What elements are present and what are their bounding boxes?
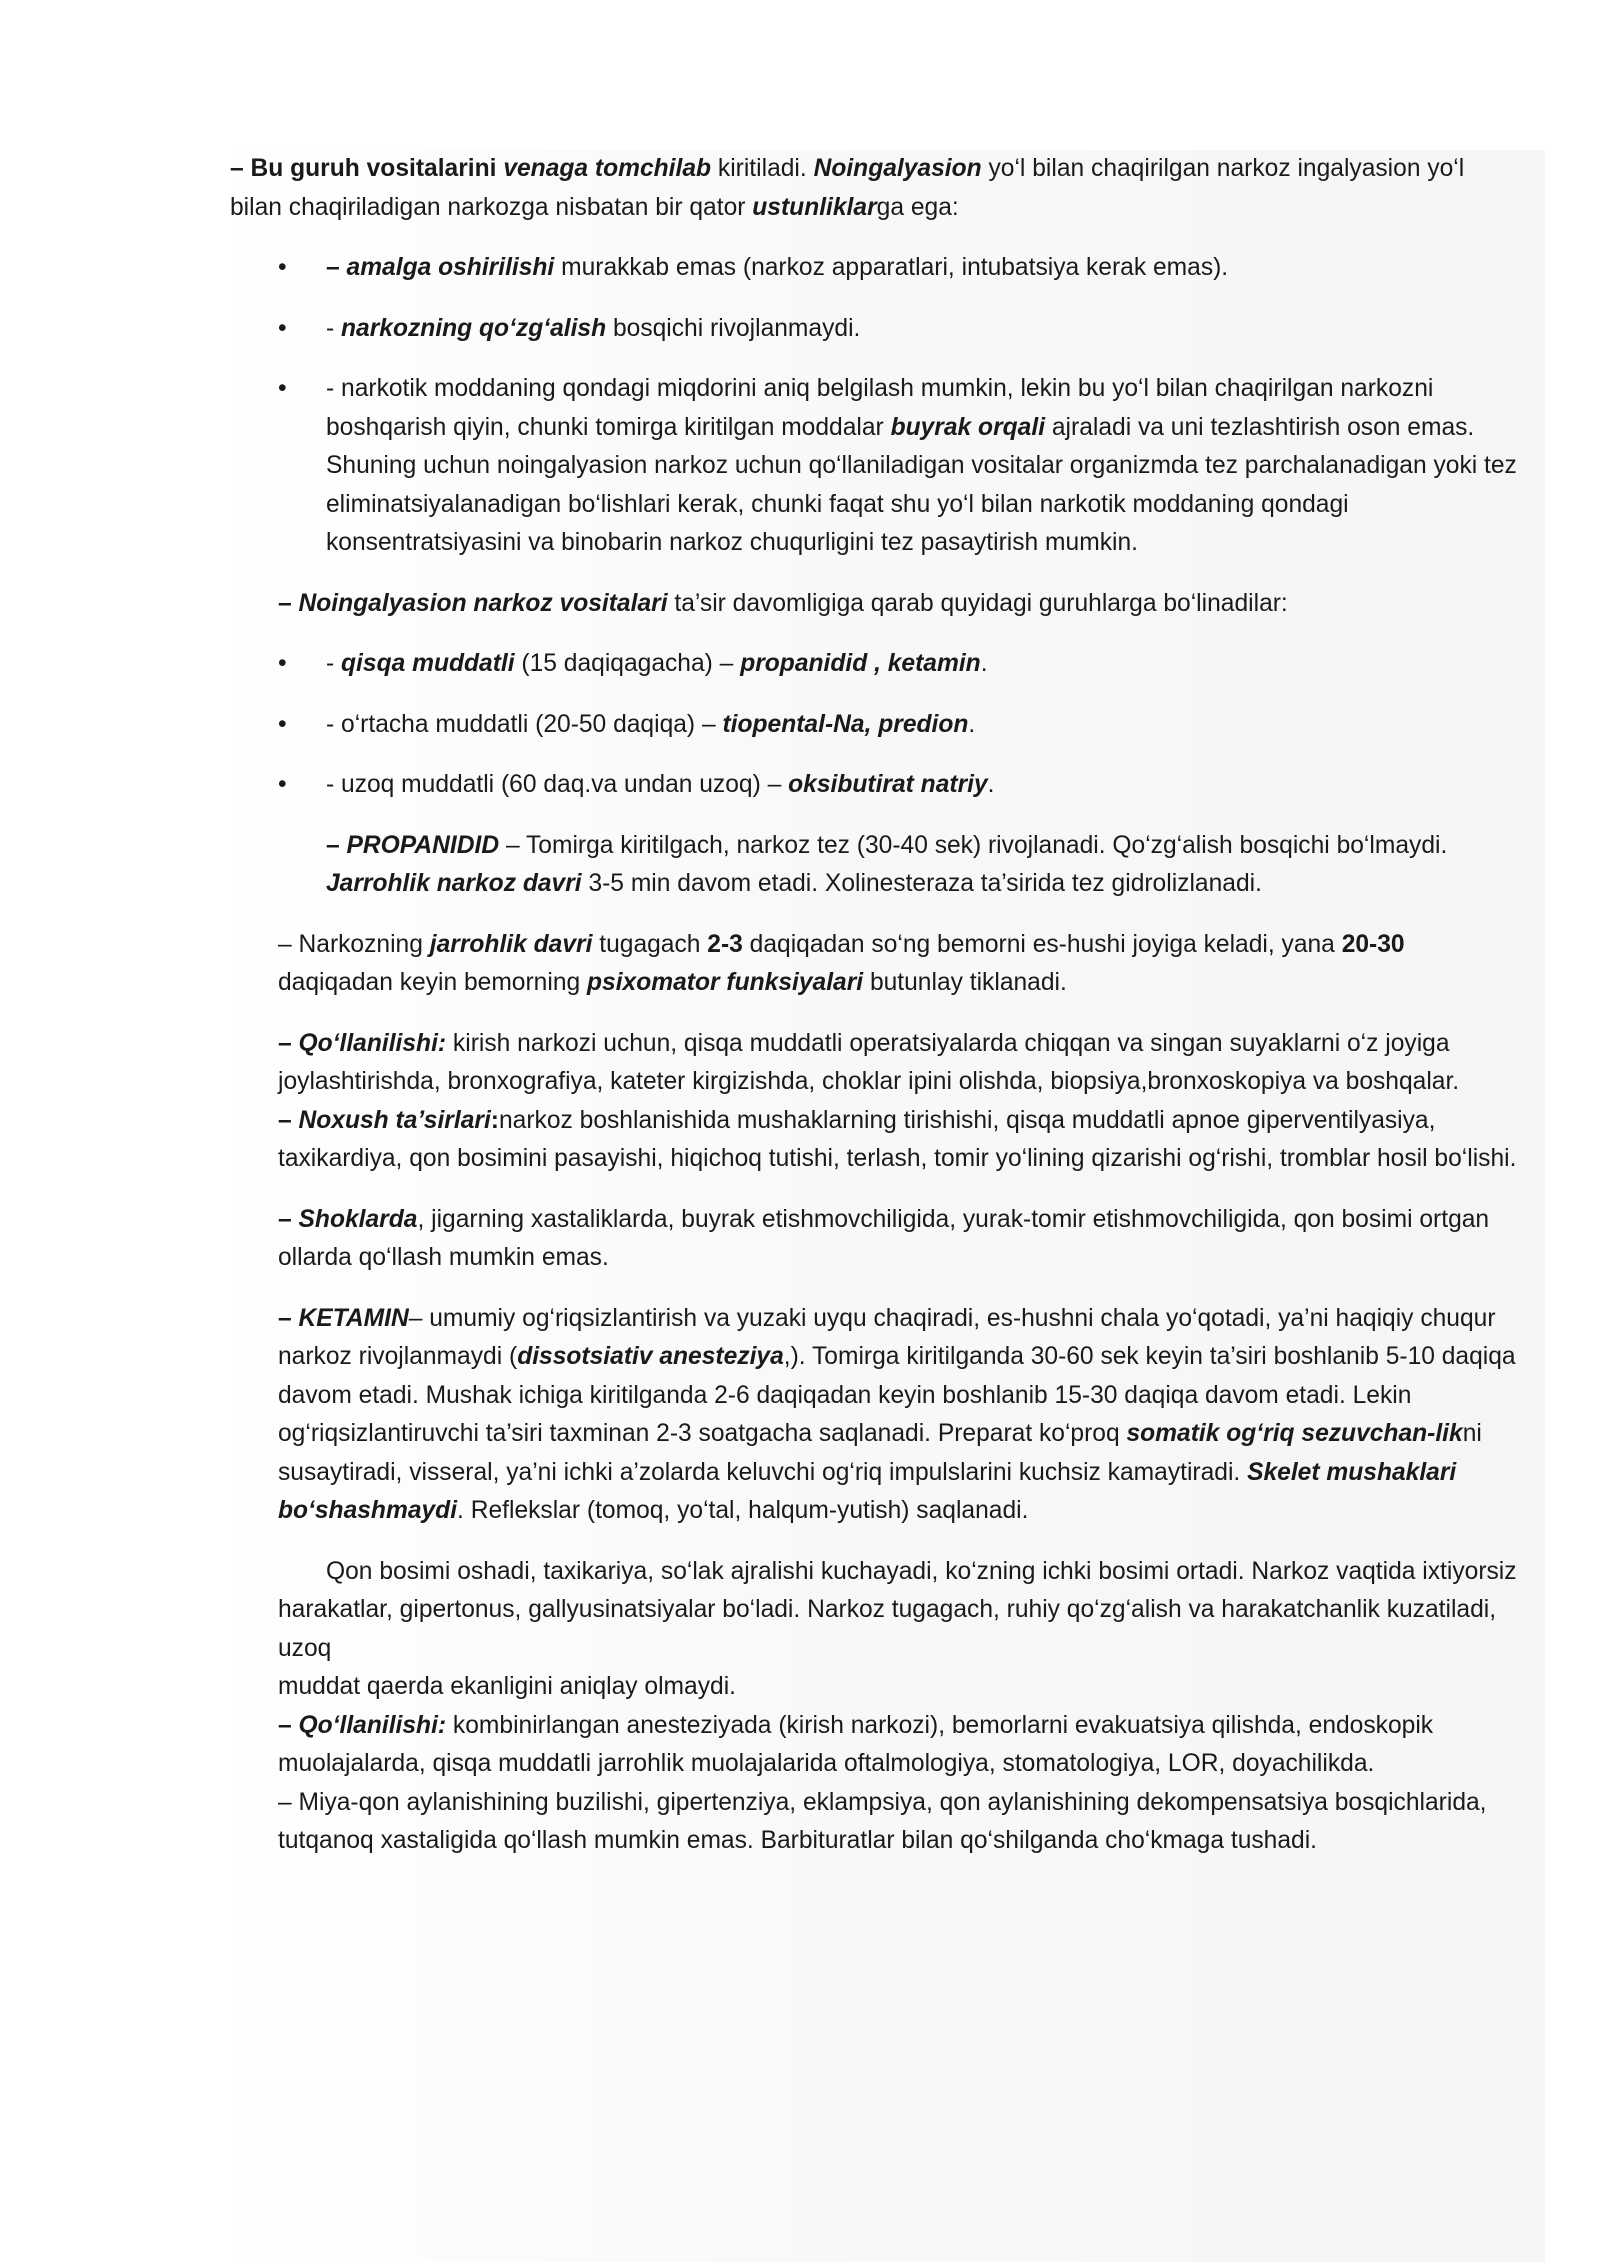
propanidid-paragraph: – PROPANIDID – Tomirga kiritilgach, narkoz tez (30-40 sek) rivojlanadi. Qo‘zg‘alish bosqichi bo‘lmaydi. Jarrohlik narkoz davri 3-5 min davom etadi. Xolinesteraza ta’sirida tez gidrolizlanadi. <box>326 831 1448 897</box>
bullet-icon: • <box>278 710 287 738</box>
bullet-icon: • <box>278 771 287 798</box>
bullet-icon: • <box>278 314 287 342</box>
bullet-icon: • <box>278 375 287 402</box>
bullet-icon: • <box>278 254 287 281</box>
intro-paragraph: – Bu guruh vositalarini venaga tomchilab kiritiladi. Noingalyasion yo‘l bilan chaqirilgan narkoz ingalyasion yo‘l bilan chaqiriladigan narkozga nisbatan bir qator ustunliklarga ega: <box>230 155 1465 221</box>
list-item: • - uzoq muddatli (60 daq.va undan uzoq) – oksibutirat natriy. <box>230 766 1520 805</box>
list-item: • - narkozning qo‘zg‘alish bosqichi rivojlanmaydi. <box>230 310 1520 349</box>
list-item: • - o‘rtacha muddatli (20-50 daqiqa) – tiopental-Na, predion. <box>230 706 1520 745</box>
list-item: • - qisqa muddatli (15 daqiqagacha) – propanidid , ketamin. <box>230 645 1520 684</box>
recovery-paragraph: – Narkozning jarrohlik davri tugagach 2-3 daqiqadan so‘ng bemorni es-hushi joyiga keladi, yana 20-30 daqiqadan keyin bemorning psixomator funksiyalari butunlay tiklanadi. <box>278 930 1405 996</box>
usage-paragraph: – Qo‘llanilishi: kirish narkozi uchun, qisqa muddatli operatsiyalarda chiqqan va singan suyaklarni o‘z joyiga joylashtirishda, bronxografiya, kateter kirgizishda, choklar ipini olishda, biopsiya,bronxoskopiya va boshqalar. <box>278 1029 1460 1095</box>
ketamin-paragraph: – KETAMIN– umumiy og‘riqsizlantirish va yuzaki uyqu chaqiradi, es-hushni chala yo‘qotadi, ya’ni haqiqiy chuqur narkoz rivojlanmaydi (dissotsiativ anesteziya,). Tomirga kiritilganda 30-60 sek keyin ta’siri boshlanib 5-10 daqiqa davom etadi. Mushak ichiga kiritilganda 2-6 daqiqadan keyin boshlanib 15-30 daqiqa davom etadi. Lekin og‘riqsizlantiruvchi ta’siri taxminan 2-3 soatgacha saqlanadi. Preparat ko‘proq somatik og‘riq sezuvchan-likni susaytiradi, visseral, ya’ni ichki a’zolarda keluvchi og‘riq impulslarini kuchsiz kamaytiradi. Skelet mushaklari bo‘shashmaydi. Reflekslar (tomoq, yo‘tal, halqum-yutish) saqlanadi. <box>278 1304 1516 1524</box>
document-body <box>230 150 1520 1861</box>
list-item: • – amalga oshirilishi murakkab emas (narkoz apparatlari, intubatsiya kerak emas). <box>230 249 1520 288</box>
bullet-icon: • <box>278 650 287 677</box>
ketamin-usage-paragraph: – Qo‘llanilishi: kombinirlangan anesteziyada (kirish narkozi), bemorlarni evakuatsiya qilishda, endoskopik muolajalarda, qisqa muddatli jarrohlik muolajalarida oftalmologiya, stomatologiya, LOR, doyachilikda. <box>278 1711 1434 1777</box>
classification-paragraph: – Noingalyasion narkoz vositalari ta’sir davomligiga qarab quyidagi guruhlarga bo‘linadilar: <box>278 589 1288 617</box>
list-item: • - narkotik moddaning qondagi miqdorini aniq belgilash mumkin, lekin bu yo‘l bilan chaqirilgan narkozni boshqarish qiyin, chunki tomirga kiritilgan moddalar buyrak orqali ajraladi va uni tezlashtirish oson emas. Shuning uchun noingalyasion narkoz uchun qo‘llaniladigan vositalar organizmda tez parchalanadigan yoki tez eliminatsiyalanadigan bo‘lishlari kerak, chunki faqat shu yo‘l bilan narkotik moddaning qondagi konsentratsiyasini va binobarin narkoz chuqurligini tez pasaytirish mumkin. <box>230 370 1520 563</box>
contraindications-paragraph: – Shoklarda, jigarning xastaliklarda, buyrak etishmovchiligida, yurak-tomir etishmovchiligida, qon bosimi ortgan ollarda qo‘llash mumkin emas. <box>278 1205 1490 1271</box>
ketamin-effects-continuation: muddat qaerda ekanligini aniqlay olmaydi. <box>278 1673 736 1700</box>
side-effects-paragraph: – Noxush ta’sirlari:narkoz boshlanishida mushaklarning tirishishi, qisqa muddatli apnoe giperventilyasiya, taxikardiya, qon bosimini pasayishi, hiqichoq tutishi, terlash, tomir yo‘lining qizarishi og‘rishi, tromblar hosil bo‘lishi. <box>278 1106 1517 1172</box>
ketamin-contraindications-paragraph: – Miya-qon aylanishining buzilishi, gipertenziya, eklampsiya, qon aylanishining dekompensatsiya bosqichlarida, tutqanoq xastaligida qo‘llash mumkin emas. Barbituratlar bilan qo‘shilganda cho‘kmaga tushadi. <box>278 1788 1487 1854</box>
ketamin-effects-paragraph: Qon bosimi oshadi, taxikariya, so‘lak ajralishi kuchayadi, ko‘zning ichki bosimi ortadi. Narkoz vaqtida ixtiyorsiz harakatlar, gipertonus, gallyusinatsiyalar bo‘ladi. Narkoz tugagach, ruhiy qo‘zg‘alish va harakatchanlik kuzatiladi, uzoq <box>278 1557 1517 1662</box>
